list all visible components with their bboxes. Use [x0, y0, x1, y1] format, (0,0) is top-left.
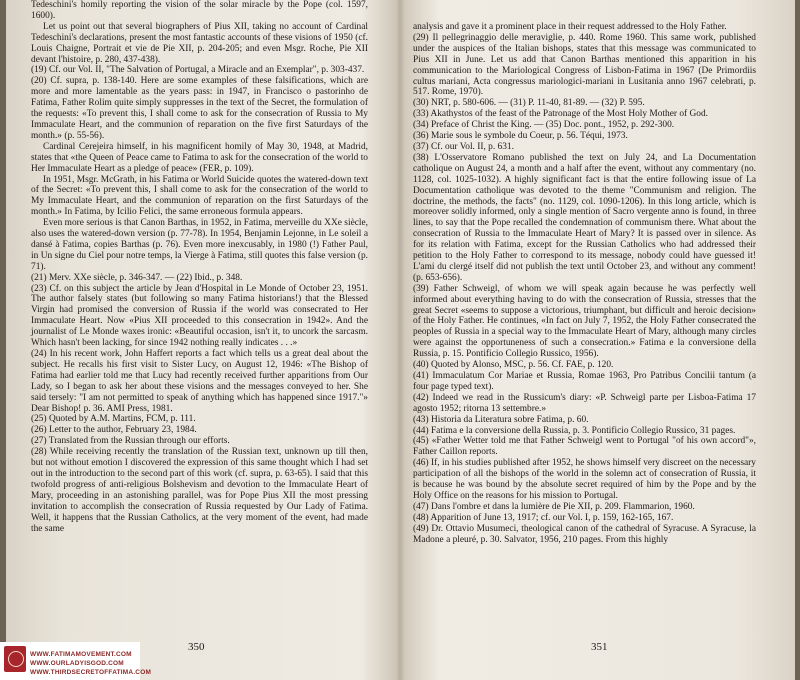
text-paragraph: (36) Marie sous le symbole du Coeur, p. 56. Téqui, 1973. — [413, 131, 628, 142]
text-paragraph: Tedeschini's homily reporting the vision of the solar miracle by the Pope (col. 1597, 1600). — [31, 0, 368, 21]
text-paragraph: (48) Apparition of June 13, 1917; cf. our Vol. I, p. 159, 162-165, 167. — [413, 512, 674, 523]
text-paragraph: (37) Cf. our Vol. II, p. 631. — [413, 141, 514, 152]
text-paragraph: (43) Historia da Literatura sobre Fatima, p. 60. — [413, 414, 589, 425]
text-paragraph: (34) Preface of Christ the King. — (35) Doc. pont., 1952, p. 292-300. — [413, 120, 675, 131]
right-page-number: 351 — [591, 641, 608, 653]
text-paragraph: analysis and gave it a prominent place in their request addressed to the Holy Father. — [413, 22, 727, 32]
text-paragraph: In 1951, Msgr. McGrath, in his Fatima or World Suicide quotes the watered-down text of the Secret: «To prevent this, I shall come to ask for the consecration of the world to My Immaculate Heart, and the communion of reparation on the first Saturdays of the month.» In Fatima, by Icilio Felici, the same erroneous formula appears. — [31, 174, 368, 218]
text-paragraph: (29) Il pellegrinaggio delle meraviglie, p. 440. Rome 1960. This same work, published under the auspices of the Italian bishops, states that this message was communicated to Pius XII in June. Let us add that Canon Barthas mentioned this apparition in his communication to the Mariological Congress of Lisbon-Fatima in 1967 (De Primordiis cultus mariani, Acta congressus mariologici-mariani in Lusitania anno 1967 celebrati, p. 517. Rome, 1970). — [413, 32, 756, 98]
text-paragraph: (38) L'Osservatore Romano published the text on July 24, and La Documentation catholique on August 24, a month and a half after the event, without any commentary (no. 1128, col. 1025-1032). A highly significant fact is that the entire following issue of La Documentation catholique was devoted to the theme "Communism and religion. The doctrine, the methods, the facts" (no. 1129, col. 1090-1206). In this long article, which is moreover solidly informed, only a single mention of Sacro vergente anno is found, in three lines, to say that the Pope recalled the condemnation of communism there. What about the consecration of Russia to the Immaculate Heart of Mary? It is passed over in silence. As for its relation with Fatima, except for the Russian Catholics who had addressed their petition to the Holy Father to correspond to its message, nobody could have guessed it! L'ami du clergé itself did not publish the text until October 23, and without any comment! (p. 653-656). — [413, 152, 756, 283]
text-paragraph: (44) Fatima e la conversione della Russia, p. 3. Pontificio Collegio Russico, 31 pages. — [413, 425, 736, 436]
text-paragraph: (47) Dans l'ombre et dans la lumière de Pie XII, p. 209. Flammarion, 1960. — [413, 501, 695, 512]
text-paragraph: (19) Cf. our Vol. II, "The Salvation of Portugal, a Miracle and an Exemplar", p. 303-437. — [31, 65, 365, 76]
text-paragraph: (26) Letter to the author, February 23, 1984. — [31, 425, 197, 436]
text-paragraph: (33) Akathystos of the feast of the Patronage of the Most Holy Mother of God. — [413, 109, 708, 120]
text-paragraph: (46) If, in his studies published after 1952, he shows himself very discreet on the necessary participation of all the bishops of the world in the solemn act of consecration of Russia, it is because he was bound by the absolute secret required of him by the Pope and by the Holy Office on the reasons for his mission to Portugal. — [413, 458, 756, 501]
right-page-text — [413, 22, 756, 546]
text-paragraph: Let us point out that several biographers of Pius XII, taking no account of Cardinal Tedeschini's declarations, present the most fantastic accounts of these visions of 1950 (cf. Louis Chaigne, Portrait et vie de Pie XII, p. 204-205; and even Msgr. Roche, Pie XII devant l'histoire, p. 280, 437-438). — [31, 21, 368, 65]
text-paragraph: Cardinal Cerejeira himself, in his magnificent homily of May 30, 1948, at Madrid, states that «the Queen of Peace came to Fatima to ask for the consecration of the world to Her Immaculate Heart as a pledge of peace» (FER, p. 109). — [31, 141, 368, 174]
text-paragraph: Even more serious is that Canon Barthas, in 1952, in Fatima, merveille du XXe siècle, also uses the watered-down version (p. 77-78). In 1954, Benjamin Lejonne, in Le soleil a dansé à Fatima, copies Barthas (p. 76). Even more inexcusably, in 1980 (!) Father Paul, in Un signe du Ciel pour notre temps, la Vierge à Fatima, still quotes this false version (p. 71). — [31, 218, 368, 272]
watermark-url: WWW.OURLADYISGOD.COM — [30, 660, 124, 667]
text-paragraph: (24) In his recent work, John Haffert reports a fact which tells us a great deal about the subject. He recalls his first visit to Sister Lucy, on August 12, 1946: «The Bishop of Fatima had earlier told me that Lucy had recently received further apparitions from Our Lady, so I began to ask her about these visions and the messages conveyed to her. She said tersely: "I am not permitted to speak of anything which has happened since 1917."» Dear Bishop! p. 36. AMI Press, 1981. — [31, 349, 368, 414]
text-paragraph: (28) While receiving recently the translation of the Russian text, unknown up till then, but not without emotion I discovered the expression of this same thought which I had set out in the introduction to the second part of this work (cf. supra, p. 63-65). I said that this twofold progress of anti-religious Bolshevism and devotion to the Immaculate Heart of Mary, proceeding in an astonishing parallel, was for Pope Pius XII the most pressing invitation to accomplish the consecration of Russia requested by Our Lady of Fatima. Well, it happens that the Russian Catholics, at the very moment of the event, had made the same — [31, 447, 368, 534]
text-paragraph: (23) Cf. on this subject the article by Jean d'Hospital in Le Monde of October 23, 1951. The author falsely states (but following so many Fatima historians!) that the Blessed Virgin had promised the conversion of Russia if the world was consecrated to Her Immaculate Heart. Now «Pius XII proceeded to this consecration in 1942». And the journalist of Le Monde waxes ironic: «Beautiful occasion, isn't it, to uncork the sarcasm. Which hasn't been lacking, for since 1942 nothing really indicates . . .» — [31, 283, 368, 349]
text-paragraph: (30) NRT, p. 580-606. — (31) P. 11-40, 81-89. — (32) P. 595. — [413, 98, 645, 109]
text-paragraph: (42) Indeed we read in the Russicum's diary: «P. Schweigl parte per Lisboa-Fatima 17 agosto 1952; ritorna 13 settembre.» — [413, 392, 756, 414]
text-paragraph: (49) Dr. Ottavio Musumeci, theological canon of the cathedral of Syracuse. A Syracuse, la Madone a pleuré, p. 30. Salvator, 1956, 210 pages. From this highly — [413, 523, 756, 545]
text-paragraph: (25) Quoted by A.M. Martins, FCM, p. 111. — [31, 414, 196, 425]
right-page — [400, 0, 800, 680]
left-page-text — [31, 0, 368, 534]
text-paragraph: (27) Translated from the Russian through our efforts. — [31, 436, 230, 447]
text-paragraph: (21) Merv. XXe siècle, p. 346-347. — (22) Ibid., p. 348. — [31, 272, 243, 283]
watermark-url: WWW.THIRDSECRETOFFATIMA.COM — [30, 669, 152, 676]
left-page-number: 350 — [188, 641, 205, 653]
text-paragraph: (45) «Father Wetter told me that Father Schweigl went to Portugal "of his own accord"», Father Caillon reports. — [413, 436, 756, 458]
text-paragraph: (41) Immaculatum Cor Mariae et Russia, Romae 1963, Pro Patribus Concilii tantum (a four page typed text). — [413, 371, 756, 392]
fatima-crest-icon — [4, 646, 26, 672]
text-paragraph: (39) Father Schweigl, of whom we will speak again because he was perfectly well informed about everything having to do with the consecration of Russia, stresses that the great Secret «seems to suppose a victorious, triumphant, but difficult and heroic decision» of the Holy Father. He continues, «In fact on July 7, 1952, the Holy Father consecrated the peoples of Russia in a special way to the Immaculate Heart of Mary, although many circles were against the opportuneness of such a consecration.» Fatima e la conversione della Russia, p. 15. Pontificio Collegio Russico, 1956). — [413, 283, 756, 360]
text-paragraph: (20) Cf. supra, p. 138-140. Here are some examples of these falsifications, which are more and more lamentable as the years pass: in 1947, in Francisco o pastorinho de Fatima, Father Rolim quite simply suppresses in the text of the Secret, the formulation of the requests: «To prevent this, I shall come to ask for the consecration of Russia to My Immaculate Heart, and the communion of reparation on the five first Saturdays of the month.» (p. 55-56). — [31, 76, 368, 141]
watermark-url: WWW.FATIMAMOVEMENT.COM — [30, 651, 132, 658]
text-paragraph: (40) Quoted by Alonso, MSC, p. 56. Cf. FAE, p. 120. — [413, 360, 614, 371]
